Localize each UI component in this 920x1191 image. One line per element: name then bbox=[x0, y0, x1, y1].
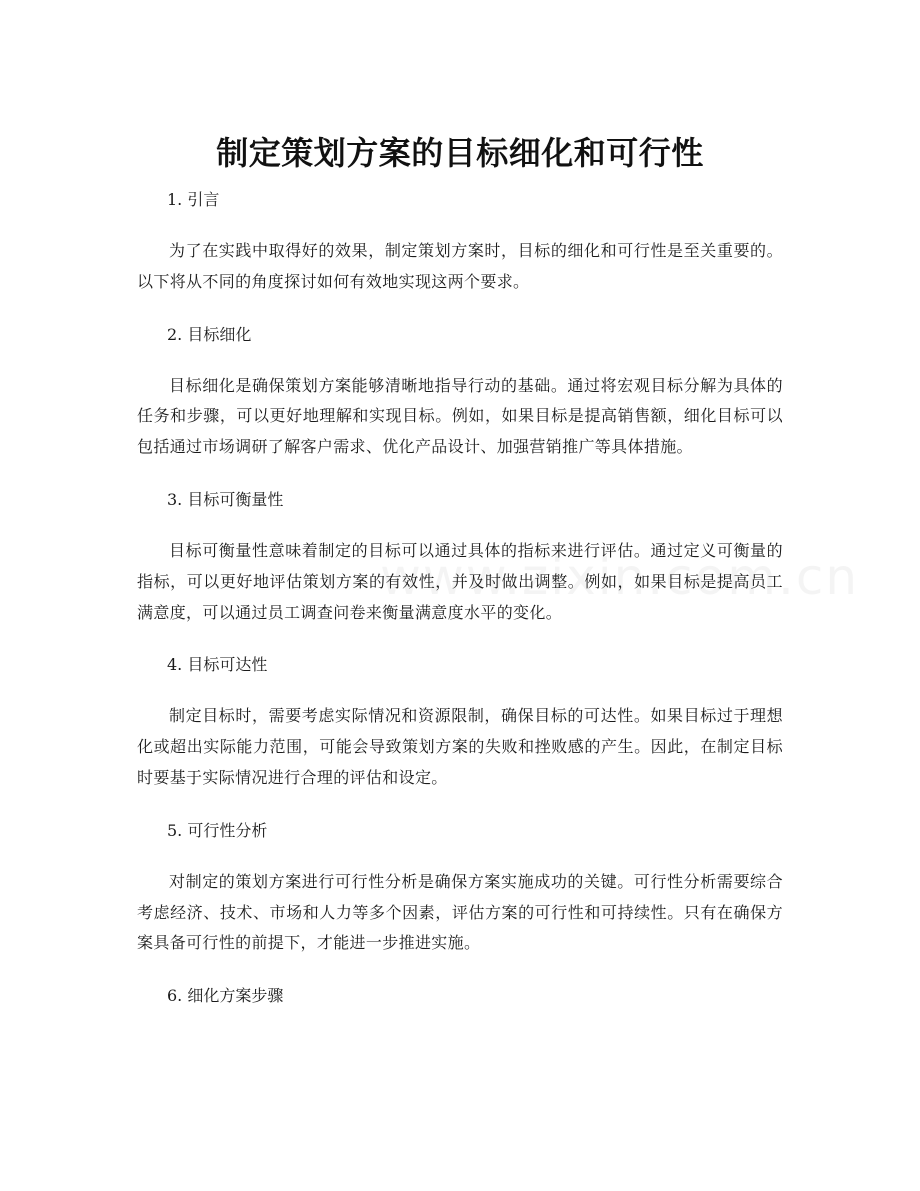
document-title: 制定策划方案的目标细化和可行性 bbox=[216, 134, 704, 173]
section-paragraph: 目标细化是确保策划方案能够清晰地指导行动的基础。通过将宏观目标分解为具体的任务和步骤，可以更好地理解和实现目标。例如，如果目标是提高销售额，细化目标可以包括通过市场调研了解客户需求、优化产品设计、加强营销推广等具体措施。 bbox=[137, 375, 783, 457]
section-heading: 2. 目标细化 bbox=[167, 324, 252, 344]
section-heading: 1. 引言 bbox=[167, 190, 220, 209]
section-heading: 4. 目标可达性 bbox=[167, 655, 268, 675]
section-paragraph: 制定目标时，需要考虑实际情况和资源限制，确保目标的可达性。如果目标过于理想化或超出实际能力范围，可能会导致策划方案的失败和挫败感的产生。因此，在制定目标时要基于实际情况进行合理的评估和设定。 bbox=[137, 706, 783, 787]
section-feasibility-analysis bbox=[137, 815, 783, 980]
section-goal-achievability bbox=[137, 649, 783, 814]
section-paragraph: 为了在实践中取得好的效果，制定策划方案时，目标的细化和可行性是至关重要的。以下将从不同的角度探讨如何有效地实现这两个要求。 bbox=[137, 241, 783, 291]
section-goal-measurability bbox=[137, 484, 783, 649]
section-paragraph: 对制定的策划方案进行可行性分析是确保方案实施成功的关键。可行性分析需要综合考虑经济、技术、市场和人力等多个因素，评估方案的可行性和可持续性。只有在确保方案具备可行性的前提下，才能进一步推进实施。 bbox=[137, 871, 783, 953]
section-refine-steps bbox=[137, 980, 783, 1012]
section-heading: 6. 细化方案步骤 bbox=[167, 986, 284, 1006]
document-body bbox=[137, 184, 783, 1012]
section-heading: 5. 可行性分析 bbox=[167, 820, 268, 840]
section-heading: 3. 目标可衡量性 bbox=[167, 489, 284, 509]
section-introduction bbox=[137, 184, 783, 319]
section-goal-refinement bbox=[137, 319, 783, 484]
section-paragraph: 目标可衡量性意味着制定的目标可以通过具体的指标来进行评估。通过定义可衡量的指标，可以更好地评估策划方案的有效性，并及时做出调整。例如，如果目标是提高员工满意度，可以通过员工调查问卷来衡量满意度水平的变化。 bbox=[137, 540, 783, 622]
